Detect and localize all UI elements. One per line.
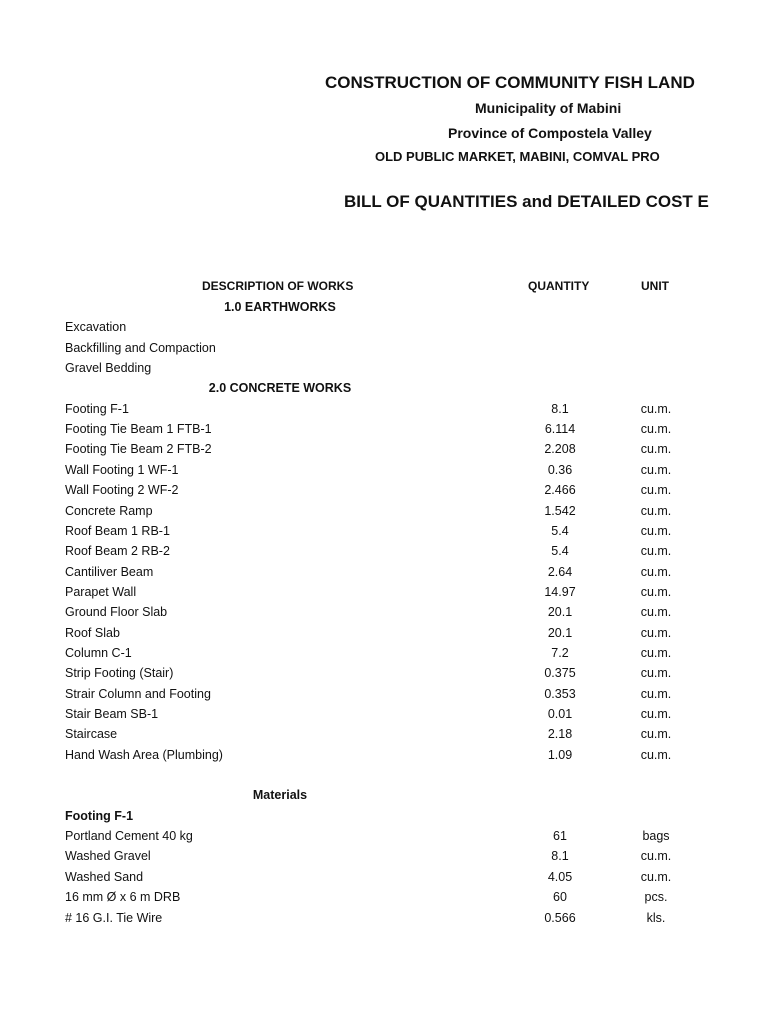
section-heading: 2.0 CONCRETE WORKS [208,381,352,396]
section-heading-row [0,788,768,808]
item-quantity: 1.09 [547,747,573,762]
item-quantity: 2.208 [544,442,576,457]
item-unit: cu.m. [640,686,672,701]
item-quantity: 5.4 [551,523,569,538]
item-unit: kls. [646,910,666,925]
table-row [0,402,768,422]
table-row [0,849,768,869]
table-row [0,605,768,625]
table-row [0,585,768,605]
municipality-line: Municipality of Mabini [475,100,622,116]
item-unit: cu.m. [640,666,672,681]
item-description: Backfilling and Compaction [65,340,216,355]
item-description: Concrete Ramp [65,503,153,518]
item-description: Footing Tie Beam 2 FTB-2 [65,442,212,457]
table-row [0,748,768,768]
item-description: Roof Slab [65,625,120,640]
item-description: Excavation [65,320,127,335]
table-row [0,442,768,462]
item-unit: cu.m. [640,584,672,599]
item-unit: cu.m. [640,462,672,477]
item-description: Wall Footing 2 WF-2 [65,483,179,498]
item-quantity: 61 [553,829,567,844]
item-description: Footing F-1 [65,401,129,416]
item-quantity: 2.466 [544,483,576,498]
item-unit: cu.m. [640,401,672,416]
item-quantity: 5.4 [551,544,569,559]
item-unit: cu.m. [640,747,672,762]
item-unit: cu.m. [640,645,672,660]
item-unit: cu.m. [640,523,672,538]
item-description: Roof Beam 1 RB-1 [65,523,170,538]
item-quantity: 0.01 [547,707,573,721]
table-row [0,565,768,585]
item-quantity: 2.18 [547,727,573,742]
item-quantity: 20.1 [547,625,573,640]
item-unit: pcs. [644,890,668,905]
item-unit: cu.m. [640,849,672,864]
item-unit: cu.m. [640,727,672,742]
item-unit: cu.m. [640,483,672,498]
table-row [0,544,768,564]
table-row [0,870,768,890]
item-quantity: 6.114 [544,422,576,437]
item-description: Portland Cement 40 kg [65,829,193,844]
item-description: Strair Column and Footing [65,686,211,701]
table-row [0,687,768,707]
item-unit: cu.m. [640,442,672,457]
table-row [0,361,768,381]
item-description: Roof Beam 2 RB-2 [65,544,170,559]
item-unit: cu.m. [640,869,672,884]
project-title: CONSTRUCTION OF COMMUNITY FISH LAND [325,73,695,92]
section-heading-row [0,300,768,320]
item-description: Wall Footing 1 WF-1 [65,462,179,477]
subheading-row [0,809,768,829]
item-unit: cu.m. [640,503,672,518]
item-quantity: 1.542 [544,503,576,518]
table-row [0,666,768,686]
item-description: Stair Beam SB-1 [65,707,159,721]
item-description: Footing Tie Beam 1 FTB-1 [65,422,212,437]
item-description: # 16 G.I. Tie Wire [65,910,163,925]
item-unit: cu.m. [640,544,672,559]
section-heading: Materials [252,788,308,803]
item-unit: cu.m. [640,625,672,640]
item-description: Washed Sand [65,869,144,884]
item-quantity: 8.1 [551,401,569,416]
item-quantity: 7.2 [551,645,569,660]
location-line: OLD PUBLIC MARKET, MABINI, COMVAL PRO [375,149,660,164]
table-row [0,341,768,361]
table-row [0,483,768,503]
table-row [0,524,768,544]
item-unit: cu.m. [640,422,672,437]
item-unit: cu.m. [640,605,672,620]
table-row [0,829,768,849]
table-row [0,320,768,340]
item-quantity: 4.05 [547,869,573,884]
table-row [0,911,768,931]
boq-title: BILL OF QUANTITIES and DETAILED COST E [344,192,709,211]
item-quantity: 0.566 [544,910,576,925]
table-row [0,626,768,646]
item-unit: bags [642,829,670,844]
table-row [0,463,768,483]
item-quantity: 0.353 [544,686,576,701]
item-description: 16 mm Ø x 6 m DRB [65,890,181,905]
item-quantity: 60 [553,890,567,905]
item-quantity: 8.1 [551,849,569,864]
item-quantity: 0.375 [544,666,576,681]
table-row [0,890,768,910]
item-description: Staircase [65,727,118,742]
item-description: Ground Floor Slab [65,605,168,620]
table-row [0,504,768,524]
description-column-header: DESCRIPTION OF WORKS [202,279,354,293]
item-quantity: 20.1 [547,605,573,620]
section-heading: 1.0 EARTHWORKS [224,300,336,314]
table-row [0,707,768,727]
section-heading-row [0,381,768,401]
item-quantity: 14.97 [544,584,576,599]
blank-row [0,768,768,788]
item-description: Hand Wash Area (Plumbing) [65,747,223,762]
item-quantity: 0.36 [547,462,573,477]
item-description: Strip Footing (Stair) [65,666,174,681]
item-description: Cantiliver Beam [65,564,154,579]
item-description: Washed Gravel [65,849,151,864]
item-description: Parapet Wall [65,584,137,599]
table-row [0,646,768,666]
table-row [0,422,768,442]
item-description: Column C-1 [65,645,132,660]
subheading: Footing F-1 [65,808,134,823]
unit-column-header: UNIT [641,279,669,293]
item-quantity: 2.64 [547,564,573,579]
table-row [0,727,768,747]
item-unit: cu.m. [640,707,672,721]
quantity-column-header: QUANTITY [528,279,590,293]
item-unit: cu.m. [640,564,672,579]
province-line: Province of Compostela Valley [448,125,652,141]
item-description: Gravel Bedding [65,361,152,376]
